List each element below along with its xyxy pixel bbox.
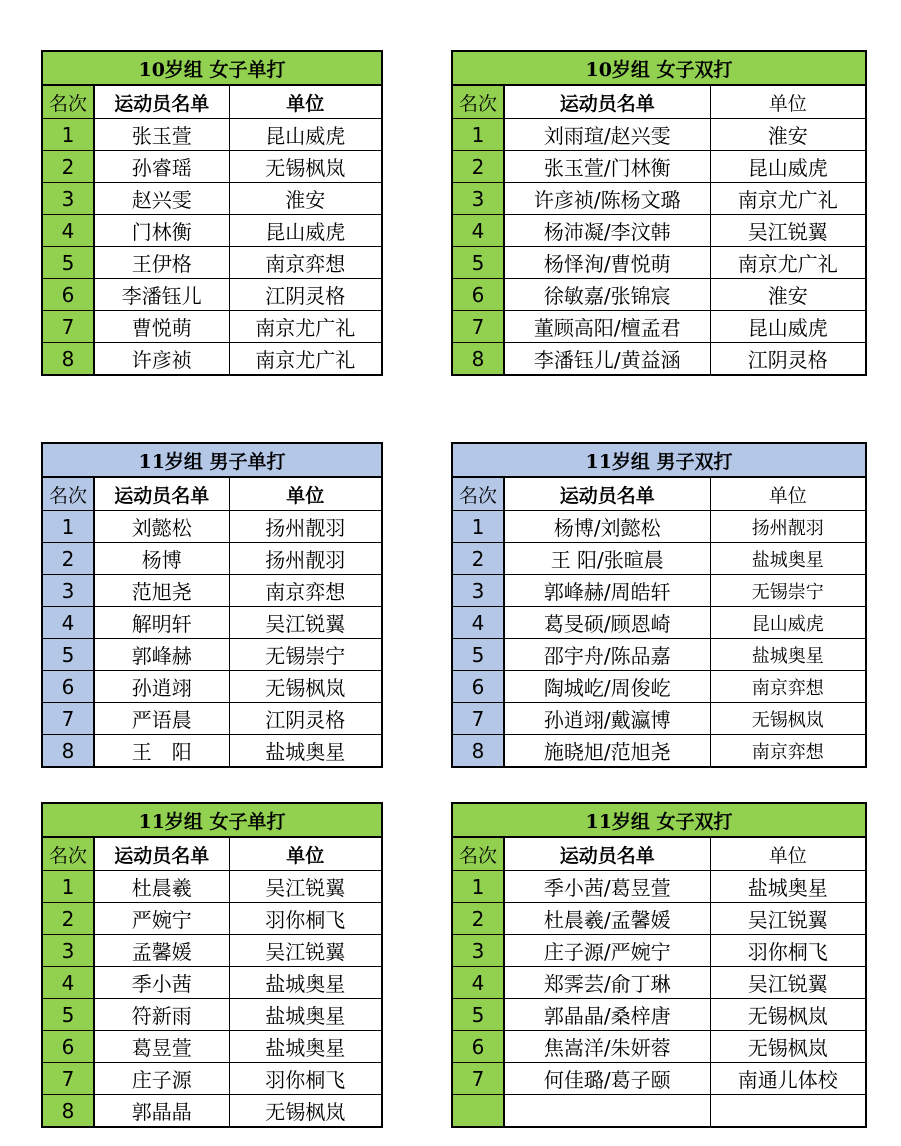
players-cell: 季小茜/葛昱萱 xyxy=(504,871,710,903)
players-cell xyxy=(504,1095,710,1128)
table-row xyxy=(452,871,866,903)
rank-cell: 3 xyxy=(452,575,504,607)
table-row xyxy=(42,151,382,183)
unit-cell: 淮安 xyxy=(229,183,382,215)
header-rank: 名次 xyxy=(452,837,504,871)
rank-cell: 5 xyxy=(42,639,94,671)
rank-cell: 2 xyxy=(452,543,504,575)
table-row xyxy=(42,1031,382,1063)
table-row xyxy=(452,343,866,376)
players-cell: 范旭尧 xyxy=(94,575,229,607)
unit-cell: 无锡崇宁 xyxy=(710,575,866,607)
table-row xyxy=(42,1095,382,1128)
table-row xyxy=(452,1095,866,1128)
table-title: 11岁组 女子双打 xyxy=(452,803,866,837)
header-players: 运动员名单 xyxy=(504,85,710,119)
rank-cell: 3 xyxy=(452,183,504,215)
unit-cell: 昆山威虎 xyxy=(710,311,866,343)
rank-cell: 3 xyxy=(42,575,94,607)
unit-cell: 羽你桐飞 xyxy=(710,935,866,967)
table-row xyxy=(452,183,866,215)
table-row xyxy=(452,935,866,967)
unit-cell: 昆山威虎 xyxy=(710,151,866,183)
players-cell: 严婉宁 xyxy=(94,903,229,935)
rank-cell: 7 xyxy=(42,1063,94,1095)
unit-cell: 吴江锐翼 xyxy=(229,935,382,967)
players-cell: 庄子源 xyxy=(94,1063,229,1095)
header-unit: 单位 xyxy=(710,85,866,119)
header-rank: 名次 xyxy=(452,477,504,511)
rank-cell: 7 xyxy=(452,311,504,343)
players-cell: 刘懿松 xyxy=(94,511,229,543)
rank-cell: 6 xyxy=(42,279,94,311)
players-cell: 孙逍翊 xyxy=(94,671,229,703)
table-row xyxy=(42,183,382,215)
table-11-boys-singles xyxy=(41,442,383,768)
table-row xyxy=(452,967,866,999)
rank-cell: 1 xyxy=(42,511,94,543)
unit-cell: 盐城奥星 xyxy=(229,999,382,1031)
players-cell: 杨博/刘懿松 xyxy=(504,511,710,543)
table-row xyxy=(452,1031,866,1063)
unit-cell: 江阴灵格 xyxy=(229,703,382,735)
header-players: 运动员名单 xyxy=(94,477,229,511)
header-rank: 名次 xyxy=(42,837,94,871)
table-row xyxy=(452,639,866,671)
rank-cell: 2 xyxy=(42,151,94,183)
unit-cell: 淮安 xyxy=(710,279,866,311)
players-cell: 赵兴雯 xyxy=(94,183,229,215)
table-row xyxy=(452,999,866,1031)
rank-cell: 3 xyxy=(42,935,94,967)
table-row xyxy=(42,639,382,671)
players-cell: 庄子源/严婉宁 xyxy=(504,935,710,967)
unit-cell: 盐城奥星 xyxy=(710,871,866,903)
players-cell: 孟馨媛 xyxy=(94,935,229,967)
players-cell: 陶城屹/周俊屹 xyxy=(504,671,710,703)
table-10-girls-singles xyxy=(41,50,383,376)
table-row xyxy=(452,903,866,935)
players-cell: 杨怿洵/曹悦萌 xyxy=(504,247,710,279)
players-cell: 门林衡 xyxy=(94,215,229,247)
unit-cell: 淮安 xyxy=(710,119,866,151)
players-cell: 许彦祯/陈杨文璐 xyxy=(504,183,710,215)
players-cell: 徐敏嘉/张锦宸 xyxy=(504,279,710,311)
players-cell: 曹悦萌 xyxy=(94,311,229,343)
table-row xyxy=(452,151,866,183)
players-cell: 张玉萱/门林衡 xyxy=(504,151,710,183)
rank-cell: 5 xyxy=(42,247,94,279)
rank-cell: 3 xyxy=(42,183,94,215)
players-cell: 杨博 xyxy=(94,543,229,575)
unit-cell: 扬州靓羽 xyxy=(229,511,382,543)
players-cell: 施晓旭/范旭尧 xyxy=(504,735,710,768)
table-row xyxy=(42,575,382,607)
rank-cell: 4 xyxy=(42,967,94,999)
unit-cell: 无锡枫岚 xyxy=(710,999,866,1031)
unit-cell: 盐城奥星 xyxy=(229,735,382,768)
header-players: 运动员名单 xyxy=(94,837,229,871)
table-11-girls-doubles xyxy=(451,802,867,1128)
rank-cell: 6 xyxy=(42,671,94,703)
unit-cell: 江阴灵格 xyxy=(710,343,866,376)
rank-cell: 2 xyxy=(42,543,94,575)
rank-cell: 8 xyxy=(452,735,504,768)
header-unit: 单位 xyxy=(710,837,866,871)
unit-cell: 南京尤广礼 xyxy=(710,183,866,215)
header-players: 运动员名单 xyxy=(504,837,710,871)
players-cell: 郭峰赫 xyxy=(94,639,229,671)
table-row xyxy=(42,903,382,935)
unit-cell: 吴江锐翼 xyxy=(710,967,866,999)
players-cell: 刘雨瑄/赵兴雯 xyxy=(504,119,710,151)
header-rank: 名次 xyxy=(42,477,94,511)
table-row xyxy=(42,999,382,1031)
rank-cell: 1 xyxy=(452,119,504,151)
unit-cell: 南京弈想 xyxy=(710,671,866,703)
table-title: 10岁组 女子单打 xyxy=(42,51,382,85)
table-row xyxy=(452,607,866,639)
players-cell: 董顾高阳/檀孟君 xyxy=(504,311,710,343)
players-cell: 郭峰赫/周皓轩 xyxy=(504,575,710,607)
table-row xyxy=(42,343,382,376)
players-cell: 杨沛凝/李汶韩 xyxy=(504,215,710,247)
table-row xyxy=(452,119,866,151)
unit-cell: 盐城奥星 xyxy=(710,543,866,575)
players-cell: 何佳璐/葛子颐 xyxy=(504,1063,710,1095)
unit-cell: 无锡枫岚 xyxy=(229,151,382,183)
header-rank: 名次 xyxy=(452,85,504,119)
unit-cell: 无锡枫岚 xyxy=(710,703,866,735)
table-title: 11岁组 男子双打 xyxy=(452,443,866,477)
rank-cell: 7 xyxy=(42,703,94,735)
rank-cell: 5 xyxy=(452,247,504,279)
players-cell: 郑霁芸/俞丁琳 xyxy=(504,967,710,999)
unit-cell: 吴江锐翼 xyxy=(229,607,382,639)
unit-cell: 扬州靓羽 xyxy=(710,511,866,543)
unit-cell: 羽你桐飞 xyxy=(229,903,382,935)
unit-cell: 无锡崇宁 xyxy=(229,639,382,671)
rank-cell: 1 xyxy=(42,871,94,903)
header-unit: 单位 xyxy=(229,837,382,871)
unit-cell: 扬州靓羽 xyxy=(229,543,382,575)
table-row xyxy=(42,703,382,735)
header-players: 运动员名单 xyxy=(94,85,229,119)
table-row xyxy=(452,1063,866,1095)
rank-cell: 5 xyxy=(42,999,94,1031)
table-row xyxy=(42,735,382,768)
rank-cell: 4 xyxy=(42,215,94,247)
players-cell: 杜晨羲 xyxy=(94,871,229,903)
header-players: 运动员名单 xyxy=(504,477,710,511)
rank-cell: 1 xyxy=(452,511,504,543)
unit-cell: 江阴灵格 xyxy=(229,279,382,311)
rank-cell: 5 xyxy=(452,639,504,671)
rank-cell: 2 xyxy=(452,151,504,183)
players-cell: 葛昱萱 xyxy=(94,1031,229,1063)
unit-cell: 南京尤广礼 xyxy=(229,311,382,343)
players-cell: 焦嵩洋/朱妍蓉 xyxy=(504,1031,710,1063)
players-cell: 王 阳 xyxy=(94,735,229,768)
rank-cell: 4 xyxy=(452,967,504,999)
unit-cell: 南京弈想 xyxy=(229,247,382,279)
unit-cell: 吴江锐翼 xyxy=(710,215,866,247)
players-cell: 葛旻硕/顾恩崎 xyxy=(504,607,710,639)
unit-cell: 羽你桐飞 xyxy=(229,1063,382,1095)
rank-cell: 7 xyxy=(42,311,94,343)
table-row xyxy=(42,967,382,999)
players-cell: 李潘钰儿 xyxy=(94,279,229,311)
table-row xyxy=(42,279,382,311)
players-cell: 杜晨羲/孟馨媛 xyxy=(504,903,710,935)
table-row xyxy=(42,543,382,575)
rank-cell: 6 xyxy=(42,1031,94,1063)
table-row xyxy=(452,511,866,543)
rank-cell: 7 xyxy=(452,1063,504,1095)
rank-cell: 5 xyxy=(452,999,504,1031)
rank-cell: 1 xyxy=(452,871,504,903)
players-cell: 解明轩 xyxy=(94,607,229,639)
rank-cell: 8 xyxy=(42,735,94,768)
table-row xyxy=(452,575,866,607)
players-cell: 李潘钰儿/黄益涵 xyxy=(504,343,710,376)
rank-cell: 4 xyxy=(452,607,504,639)
players-cell: 张玉萱 xyxy=(94,119,229,151)
unit-cell: 盐城奥星 xyxy=(229,967,382,999)
table-row xyxy=(42,215,382,247)
unit-cell: 南京弈想 xyxy=(229,575,382,607)
rank-cell: 6 xyxy=(452,279,504,311)
rank-cell: 6 xyxy=(452,671,504,703)
rank-cell: 2 xyxy=(42,903,94,935)
unit-cell: 南京尤广礼 xyxy=(710,247,866,279)
players-cell: 邵宇舟/陈品嘉 xyxy=(504,639,710,671)
rank-cell: 8 xyxy=(42,343,94,376)
table-row xyxy=(42,311,382,343)
table-row xyxy=(452,311,866,343)
rank-cell: 6 xyxy=(452,1031,504,1063)
rank-cell: 4 xyxy=(42,607,94,639)
players-cell: 孙睿瑶 xyxy=(94,151,229,183)
table-row xyxy=(452,215,866,247)
unit-cell: 吴江锐翼 xyxy=(229,871,382,903)
unit-cell: 昆山威虎 xyxy=(710,607,866,639)
unit-cell: 南京尤广礼 xyxy=(229,343,382,376)
rank-cell xyxy=(452,1095,504,1128)
table-title: 10岁组 女子双打 xyxy=(452,51,866,85)
players-cell: 季小茜 xyxy=(94,967,229,999)
players-cell: 郭晶晶 xyxy=(94,1095,229,1128)
table-10-girls-doubles xyxy=(451,50,867,376)
table-11-boys-doubles xyxy=(451,442,867,768)
unit-cell: 昆山威虎 xyxy=(229,215,382,247)
players-cell: 王 阳/张暄晨 xyxy=(504,543,710,575)
table-row xyxy=(42,247,382,279)
unit-cell: 南京弈想 xyxy=(710,735,866,768)
rank-cell: 4 xyxy=(452,215,504,247)
rank-cell: 8 xyxy=(42,1095,94,1128)
header-unit: 单位 xyxy=(229,85,382,119)
unit-cell: 昆山威虎 xyxy=(229,119,382,151)
table-row xyxy=(452,735,866,768)
players-cell: 许彦祯 xyxy=(94,343,229,376)
table-11-girls-singles xyxy=(41,802,383,1128)
unit-cell: 南通儿体校 xyxy=(710,1063,866,1095)
players-cell: 孙逍翊/戴瀛博 xyxy=(504,703,710,735)
players-cell: 王伊格 xyxy=(94,247,229,279)
table-row xyxy=(42,871,382,903)
rank-cell: 1 xyxy=(42,119,94,151)
table-row xyxy=(452,703,866,735)
header-rank: 名次 xyxy=(42,85,94,119)
table-row xyxy=(452,543,866,575)
rank-cell: 2 xyxy=(452,903,504,935)
table-row xyxy=(452,671,866,703)
table-row xyxy=(42,607,382,639)
unit-cell: 盐城奥星 xyxy=(710,639,866,671)
rank-cell: 7 xyxy=(452,703,504,735)
table-row xyxy=(452,247,866,279)
table-row xyxy=(42,1063,382,1095)
players-cell: 郭晶晶/桑梓唐 xyxy=(504,999,710,1031)
unit-cell: 无锡枫岚 xyxy=(229,1095,382,1128)
table-row xyxy=(452,279,866,311)
table-title: 11岁组 男子单打 xyxy=(42,443,382,477)
table-row xyxy=(42,119,382,151)
header-unit: 单位 xyxy=(710,477,866,511)
unit-cell: 无锡枫岚 xyxy=(229,671,382,703)
players-cell: 符新雨 xyxy=(94,999,229,1031)
table-row xyxy=(42,935,382,967)
unit-cell: 吴江锐翼 xyxy=(710,903,866,935)
players-cell: 严语晨 xyxy=(94,703,229,735)
table-title: 11岁组 女子单打 xyxy=(42,803,382,837)
unit-cell: 无锡枫岚 xyxy=(710,1031,866,1063)
rank-cell: 3 xyxy=(452,935,504,967)
header-unit: 单位 xyxy=(229,477,382,511)
table-row xyxy=(42,671,382,703)
unit-cell: 盐城奥星 xyxy=(229,1031,382,1063)
rank-cell: 8 xyxy=(452,343,504,376)
table-row xyxy=(42,511,382,543)
unit-cell xyxy=(710,1095,866,1128)
